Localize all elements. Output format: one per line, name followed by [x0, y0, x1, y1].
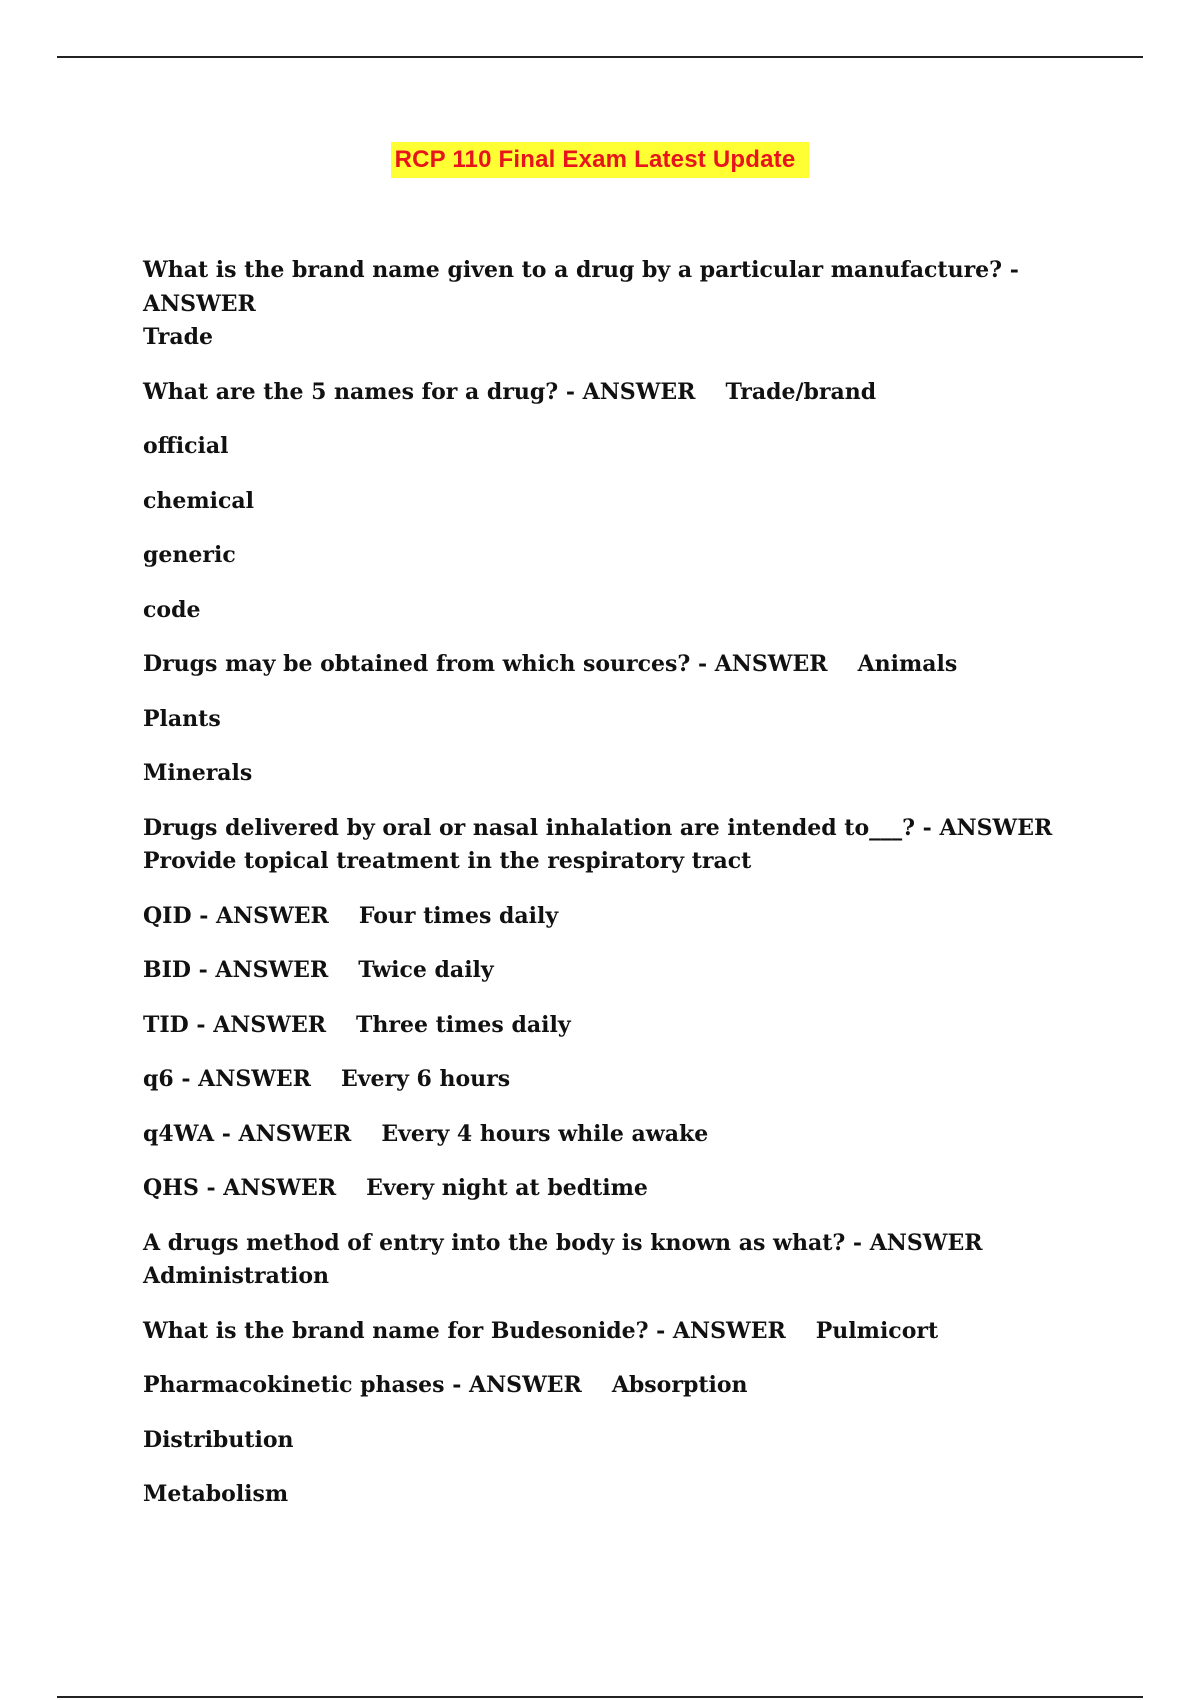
qa-answer: Administration [143, 1263, 330, 1289]
qa-question: Drugs delivered by oral or nasal inhalation are intended to___? - ANSWER [143, 814, 1053, 841]
qa-entry [143, 703, 1103, 737]
qa-question: What is the brand name given to a drug by a particular manufacture? - ANSWER [143, 257, 1019, 317]
qa-question: BID - ANSWER [143, 957, 329, 983]
title-container [0, 142, 1200, 178]
qa-answer: Three times daily [356, 1011, 571, 1038]
qa-answer: Every night at bedtime [366, 1175, 648, 1201]
qa-question: chemical [143, 487, 255, 514]
qa-entry [143, 1172, 1103, 1206]
qa-answer: Every 4 hours while awake [381, 1120, 709, 1147]
qa-entry [143, 954, 1103, 988]
qa-answer: Provide topical treatment in the respiratory tract [143, 848, 752, 874]
qa-question: QHS - ANSWER [143, 1175, 337, 1201]
qa-question: Minerals [143, 760, 253, 786]
qa-entry [143, 1424, 1103, 1458]
qa-question: q4WA - ANSWER [143, 1120, 352, 1147]
qa-question: A drugs method of entry into the body is known as what? - ANSWER [143, 1229, 983, 1256]
qa-question: Distribution [143, 1426, 294, 1453]
qa-question: code [143, 596, 201, 623]
header-rule [57, 56, 1143, 58]
qa-question: generic [143, 542, 236, 568]
qa-entry [143, 757, 1103, 791]
qa-question: q6 - ANSWER [143, 1066, 311, 1092]
document-body [143, 254, 1103, 1533]
qa-question: official [143, 433, 229, 459]
qa-answer: Absorption [611, 1372, 748, 1398]
qa-entry [143, 1063, 1103, 1097]
qa-entry [143, 1227, 1103, 1294]
qa-entry [143, 1118, 1103, 1152]
qa-answer: Every 6 hours [340, 1066, 511, 1092]
qa-entry [143, 430, 1103, 464]
qa-entry [143, 1369, 1103, 1403]
qa-answer: Four times daily [358, 902, 559, 929]
qa-question: Plants [143, 705, 221, 732]
qa-entry [143, 648, 1103, 682]
document-title: RCP 110 Final Exam Latest Update [391, 142, 810, 178]
qa-answer: Pulmicort [815, 1317, 939, 1344]
qa-question: Metabolism [143, 1481, 289, 1507]
qa-question: What is the brand name for Budesonide? - ANSWER [143, 1317, 786, 1344]
qa-entry [143, 376, 1103, 410]
footer-rule [57, 1696, 1143, 1698]
qa-question: TID - ANSWER [143, 1011, 327, 1038]
qa-answer: Trade [143, 324, 213, 350]
qa-entry [143, 1315, 1103, 1349]
qa-entry [143, 254, 1103, 355]
qa-question: Pharmacokinetic phases - ANSWER [143, 1372, 582, 1398]
qa-entry [143, 1009, 1103, 1043]
qa-answer: Twice daily [358, 957, 494, 983]
qa-entry [143, 594, 1103, 628]
qa-answer: Trade/brand [725, 378, 877, 405]
qa-question: Drugs may be obtained from which sources? - ANSWER [143, 651, 828, 677]
qa-question: What are the 5 names for a drug? - ANSWER [143, 378, 696, 405]
qa-entry [143, 812, 1103, 879]
qa-entry [143, 1478, 1103, 1512]
qa-question: QID - ANSWER [143, 902, 329, 929]
qa-entry [143, 539, 1103, 573]
qa-answer: Animals [857, 651, 958, 677]
qa-entry [143, 900, 1103, 934]
qa-entry [143, 485, 1103, 519]
